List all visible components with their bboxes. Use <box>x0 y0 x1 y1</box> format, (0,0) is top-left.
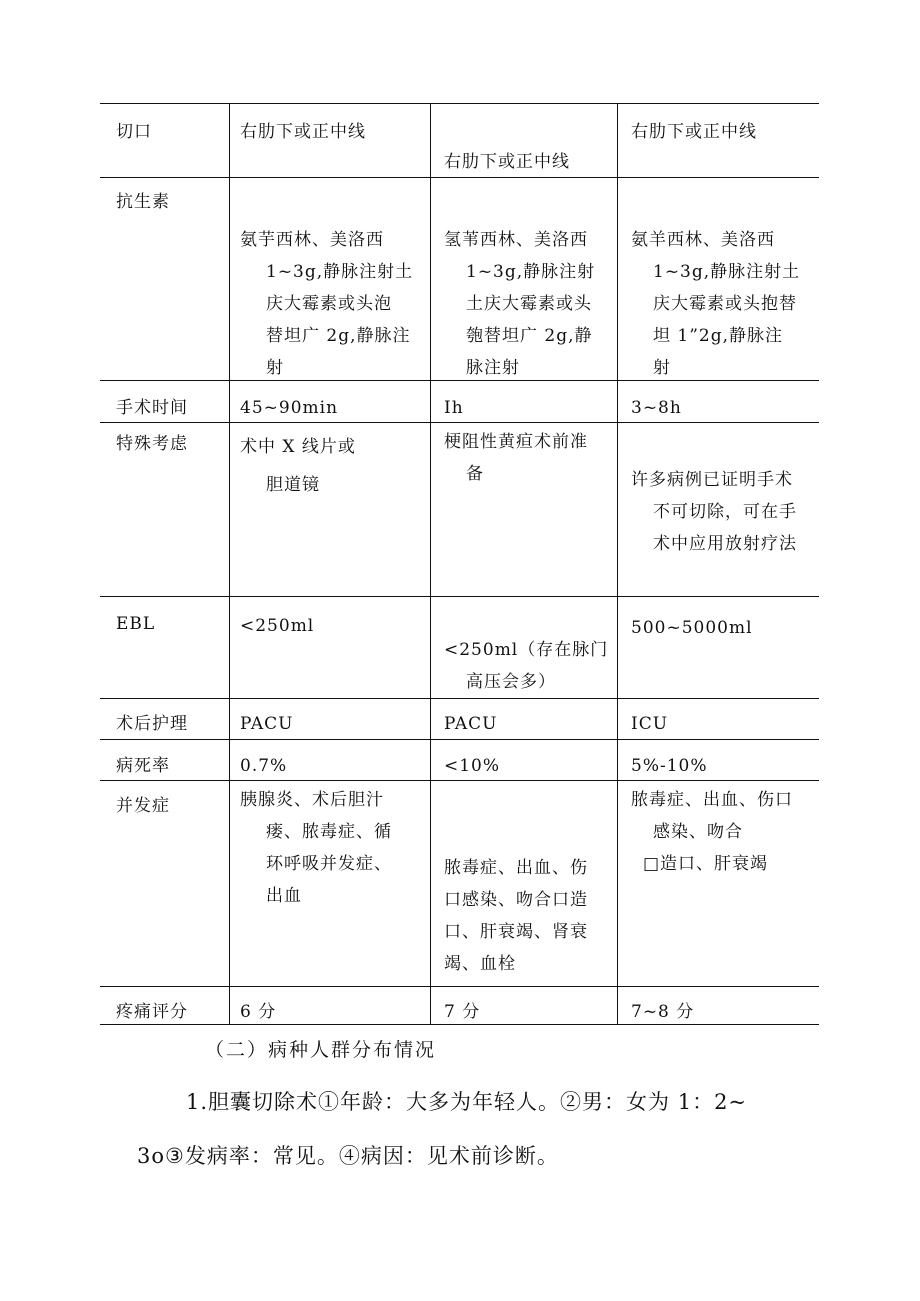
cell-line: 感染、吻合 <box>653 822 743 842</box>
cell-line: 脓毒症、出血、伤口 <box>631 790 793 810</box>
row-label: 特殊考虑 <box>116 434 188 454</box>
cell-line: 备 <box>466 464 484 484</box>
cell-line: 环呼吸并发症、 <box>266 854 392 874</box>
cell-col3: 7~8 分 <box>631 1002 695 1022</box>
cell-col2: 右肋下或正中线 <box>444 152 570 172</box>
cell-line: □造口、肝衰竭 <box>643 854 769 874</box>
cell-line: 庆大霉素或头抱替 <box>653 294 797 314</box>
cell-col2 <box>444 634 608 698</box>
cell-col1 <box>240 428 356 504</box>
cell-line: 替坦广 2g,静脉注 <box>266 326 411 346</box>
row-divider <box>100 698 819 699</box>
cell-line: 1~3g,静脉注射土 <box>266 262 414 282</box>
cell-col1 <box>240 224 413 384</box>
cell-col1 <box>240 784 392 912</box>
cell-line: 土庆大霉素或头 <box>466 294 592 314</box>
cell-line: 1~3g,静脉注射土 <box>653 262 801 282</box>
section-heading: （二）病种人群分布情况 <box>205 1039 437 1061</box>
cell-line: 高压会多） <box>466 672 556 692</box>
cell-col2 <box>444 224 595 384</box>
cell-line: 1~3g,静脉注射 <box>466 262 596 282</box>
cell-col2: <10% <box>444 756 501 776</box>
cell-col3 <box>631 784 793 880</box>
cell-col3: 500~5000ml <box>631 618 753 638</box>
cell-line: 口、肝衰竭、肾衰 <box>444 922 588 942</box>
cell-col2: PACU <box>444 714 498 734</box>
cell-line: 不可切除，可在手 <box>653 502 797 522</box>
cell-col1: PACU <box>240 714 294 734</box>
cell-line: 氨芋西林、美洛西 <box>240 230 384 250</box>
cell-line: 出血 <box>266 886 302 906</box>
cell-line: 竭、血栓 <box>444 954 516 974</box>
column-divider <box>430 104 431 1024</box>
cell-line: 胆道镜 <box>266 475 320 495</box>
paragraph-line: 1.胆囊切除术①年龄：大多为年轻人。②男：女为 1：2~ <box>186 1090 748 1114</box>
cell-col1: <250ml <box>240 616 315 636</box>
cell-line: 许多病例已证明手术 <box>631 470 793 490</box>
cell-line: <250ml（存在脉门 <box>444 640 609 660</box>
cell-col3 <box>631 224 800 384</box>
cell-line: 射 <box>266 358 284 378</box>
row-label: 抗生素 <box>116 192 170 212</box>
cell-col1: 6 分 <box>240 1002 277 1022</box>
cell-col3: 3~8h <box>631 398 682 418</box>
cell-col2: 7 分 <box>444 1002 481 1022</box>
column-divider <box>617 104 618 1024</box>
row-label: 手术时间 <box>116 398 188 418</box>
cell-col3: 右肋下或正中线 <box>631 122 757 142</box>
cell-line: 瘘、脓毒症、循 <box>266 822 392 842</box>
surgery-comparison-table <box>100 103 819 1025</box>
row-divider <box>100 986 819 987</box>
cell-line: 胰腺炎、术后胆汁 <box>240 790 384 810</box>
cell-col1: 右肋下或正中线 <box>240 122 366 142</box>
column-divider <box>229 104 230 1024</box>
cell-line: 脉注射 <box>466 358 520 378</box>
cell-line: 射 <box>653 358 671 378</box>
paragraph-line: 3o③发病率：常见。④病因：见术前诊断。 <box>137 1144 559 1168</box>
cell-line: 梗阻性黄疸术前准 <box>444 432 588 452</box>
row-label: EBL <box>116 614 156 634</box>
cell-col1: 0.7% <box>240 756 288 776</box>
row-label: 术后护理 <box>116 714 188 734</box>
cell-col3: 5%-10% <box>631 756 708 776</box>
cell-line: 口感染、吻合口造 <box>444 890 588 910</box>
row-label: 并发症 <box>116 796 170 816</box>
cell-line: 庆大霉素或头泡 <box>266 294 392 314</box>
cell-col1: 45~90min <box>240 398 339 418</box>
row-label: 切口 <box>116 122 152 142</box>
cell-col3 <box>631 464 797 560</box>
cell-line: 氢苇西林、美洛西 <box>444 230 588 250</box>
cell-col2: Ih <box>444 398 464 418</box>
cell-line: 坦 1”2g,静脉注 <box>653 326 784 346</box>
cell-col2 <box>444 852 588 980</box>
cell-line: 术中应用放射疗法 <box>653 534 797 554</box>
row-divider <box>100 596 819 597</box>
cell-col3: ICU <box>631 714 669 734</box>
cell-line: 术中 X 线片或 <box>240 437 356 457</box>
row-label: 疼痛评分 <box>116 1002 188 1022</box>
cell-col2 <box>444 426 588 490</box>
cell-line: 匏替坦广 2g,静 <box>466 326 593 346</box>
cell-line: 脓毒症、出血、伤 <box>444 858 588 878</box>
row-label: 病死率 <box>116 756 170 776</box>
cell-line: 氨羊西林、美洛西 <box>631 230 775 250</box>
